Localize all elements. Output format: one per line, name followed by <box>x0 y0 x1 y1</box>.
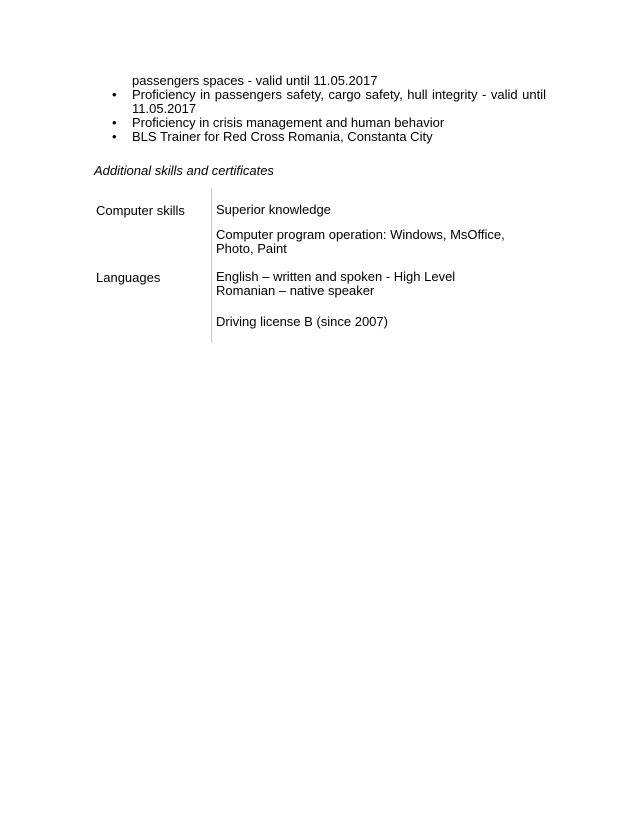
list-item-text: Proficiency in crisis management and human behavior <box>132 115 445 130</box>
list-item-continuation: passengers spaces - valid until 11.05.2017 <box>132 73 378 88</box>
language-romanian: Romanian – native speaker <box>216 283 375 298</box>
list-item <box>96 130 546 144</box>
list-item-text: BLS Trainer for Red Cross Romania, Constanta City <box>132 129 433 144</box>
list-item <box>96 88 546 116</box>
bullet-icon: • <box>112 87 117 102</box>
driving-license: Driving license B (since 2007) <box>216 314 388 329</box>
bullet-icon: • <box>112 115 117 130</box>
computer-skills-label: Computer skills <box>96 203 185 218</box>
column-divider <box>211 188 212 343</box>
section-heading: Additional skills and certificates <box>94 163 274 178</box>
languages-label: Languages <box>96 270 161 285</box>
computer-skills-level: Superior knowledge <box>216 202 331 217</box>
bullet-icon: • <box>112 129 117 144</box>
list-item <box>96 116 546 130</box>
language-english: English – written and spoken - High Level <box>216 269 456 284</box>
list-item-text: Proficiency in passengers safety, cargo safety, hull integrity - valid until 11.05.2017 <box>132 87 546 116</box>
computer-skills-programs: Computer program operation: Windows, MsOffice, Photo, Paint <box>216 227 505 256</box>
certificate-list <box>96 74 546 144</box>
